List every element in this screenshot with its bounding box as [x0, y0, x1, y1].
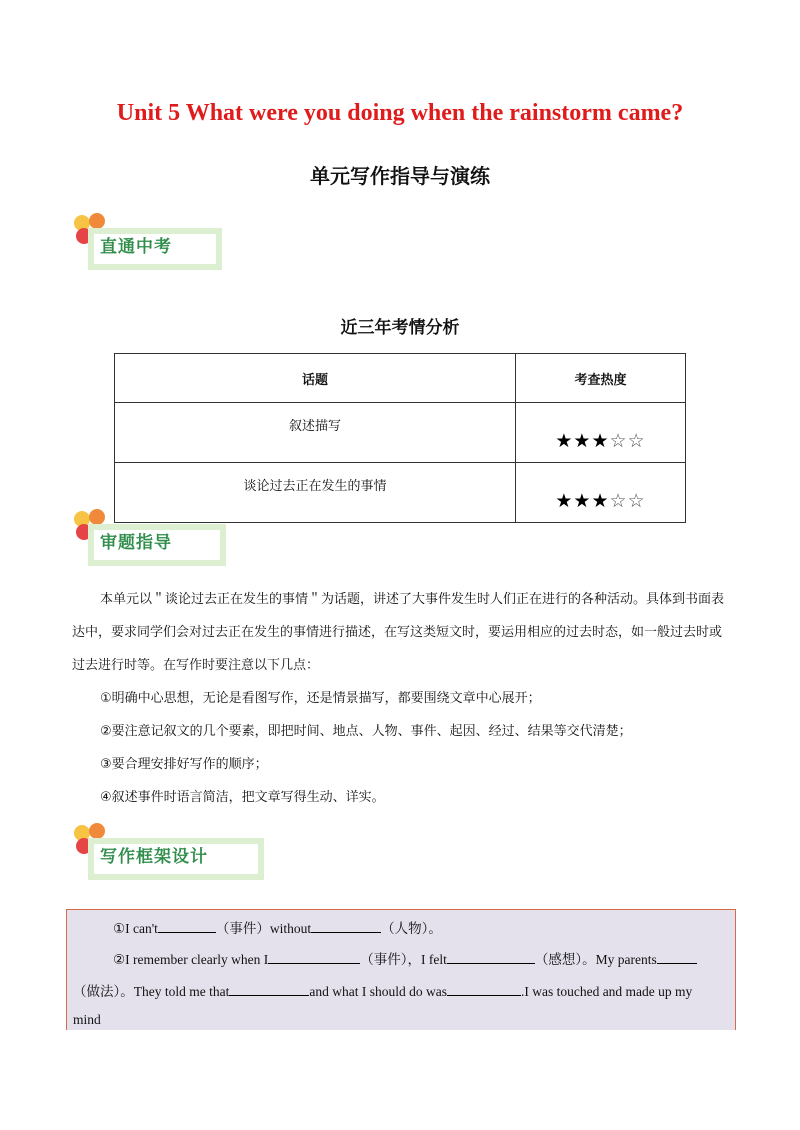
guidance-text — [72, 583, 730, 814]
table-header-topic: 话题 — [115, 354, 516, 403]
section-header-1 — [70, 212, 230, 282]
table-cell-rating — [516, 403, 686, 463]
fill-blank[interactable] — [229, 983, 309, 996]
table-header-heat: 考查热度 — [516, 354, 686, 403]
star-filled-icon: ★ — [573, 489, 592, 512]
table-cell-rating — [516, 463, 686, 523]
star-empty-icon: ☆ — [627, 489, 646, 512]
star-filled-icon: ★ — [555, 489, 574, 512]
guidance-point: ④叙述事件时语言简洁，把文章写得生动、详实。 — [100, 790, 385, 805]
star-empty-icon: ☆ — [609, 489, 628, 512]
fill-blank[interactable] — [657, 951, 697, 964]
fill-blank[interactable] — [447, 983, 521, 996]
table-row — [115, 403, 686, 463]
star-filled-icon: ★ — [573, 429, 592, 452]
guidance-point: ③要合理安排好写作的顺序； — [100, 757, 268, 772]
section-label: 写作框架设计 — [100, 847, 208, 867]
section-label: 审题指导 — [100, 533, 172, 553]
star-rating — [555, 430, 645, 452]
star-filled-icon: ★ — [591, 429, 610, 452]
framework-line-4: mind — [73, 1012, 101, 1027]
star-filled-icon: ★ — [591, 489, 610, 512]
document-subtitle: 单元写作指导与演练 — [310, 164, 490, 188]
framework-line-2: ②I remember clearly when I （事件），I felt （感想）。My parents — [67, 948, 733, 968]
guidance-point: ①明确中心思想，无论是看图写作，还是情景描写，都要围绕文章中心展开； — [100, 691, 541, 706]
document-title: Unit 5 What were you doing when the rainstorm came? — [116, 100, 684, 126]
section-header-3 — [70, 822, 280, 892]
section-header-2 — [70, 508, 240, 578]
star-filled-icon: ★ — [555, 429, 574, 452]
table-cell-topic: 叙述描写 — [115, 403, 516, 463]
section-label: 直通中考 — [100, 237, 172, 257]
table-title: 近三年考情分析 — [340, 318, 460, 338]
fill-blank[interactable] — [311, 920, 381, 933]
table-cell-topic: 谈论过去正在发生的事情 — [115, 463, 516, 523]
star-empty-icon: ☆ — [627, 429, 646, 452]
guidance-point: ②要注意记叙文的几个要素，即把时间、地点、人物、事件、起因、经过、结果等交代清楚； — [100, 724, 632, 739]
framework-box — [66, 909, 736, 1030]
analysis-table — [114, 353, 686, 523]
star-empty-icon: ☆ — [609, 429, 628, 452]
table-header-row — [115, 354, 686, 403]
framework-line-3: （做法）。They told me that and what I should do was .I was touched and made up my — [73, 984, 693, 999]
fill-blank[interactable] — [447, 951, 535, 964]
fill-blank[interactable] — [268, 951, 360, 964]
guidance-intro: 本单元以＂谈论过去正在发生的事情＂为话题，讲述了大事件发生时人们正在进行的各种活动。具体到书面表达中，要求同学们会对过去正在发生的事情进行描述，在写这类短文时，要运用相应的过去时态，如一般过去时或过去进行时等。在写作时要注意以下几点： — [72, 592, 725, 673]
fill-blank[interactable] — [158, 920, 216, 933]
framework-line-1: ①I can't （事件）without （人物）。 — [113, 921, 442, 936]
star-rating — [555, 490, 645, 512]
